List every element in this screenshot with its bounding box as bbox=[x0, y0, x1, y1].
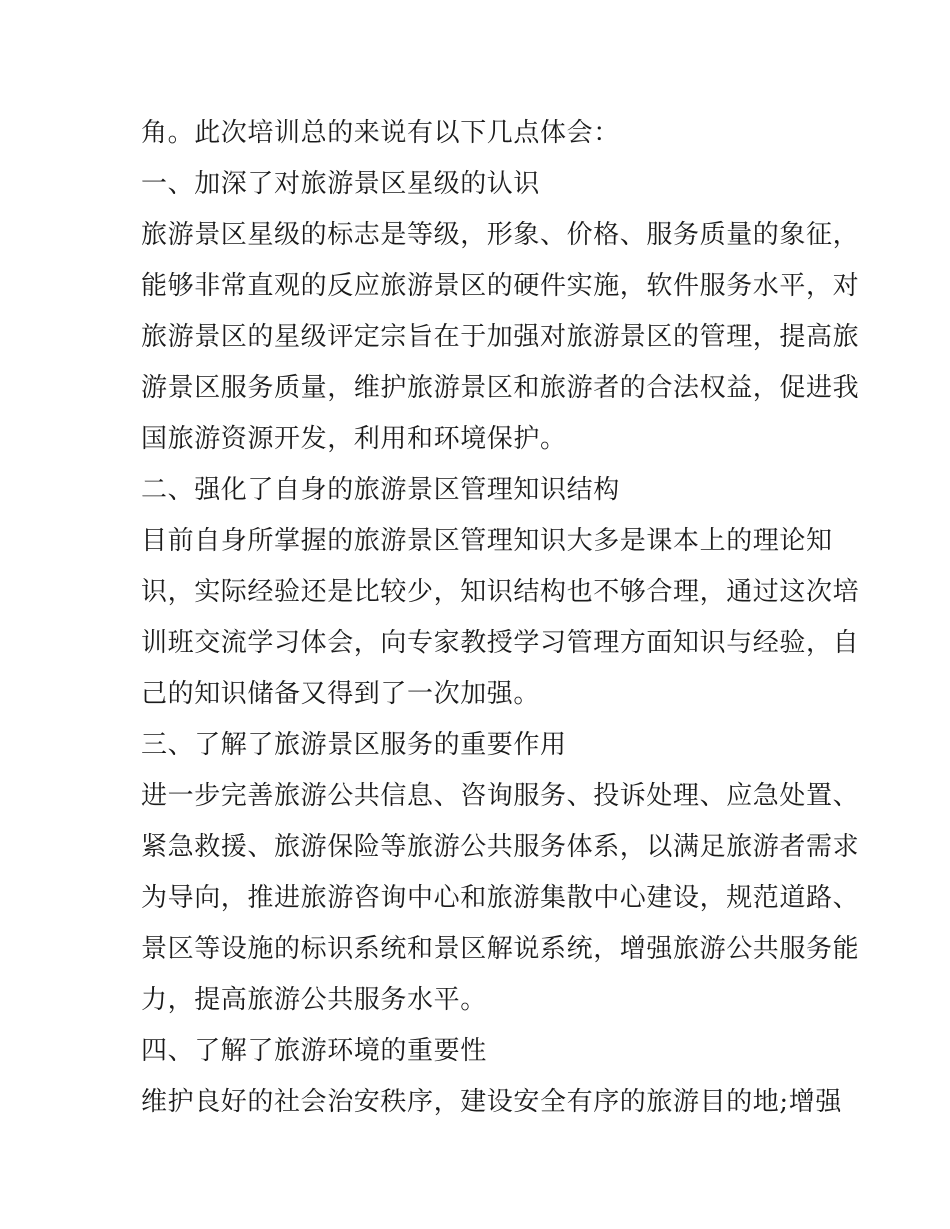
text-line: 己的知识储备又得到了一次加强。 bbox=[141, 679, 541, 709]
text-line: 维护良好的社会治安秩序，建设安全有序的旅游目的地;增强 bbox=[141, 1087, 842, 1117]
text-line: 角。此次培训总的来说有以下几点体会： bbox=[141, 118, 620, 148]
text-line: 紧急救援、旅游保险等旅游公共服务体系，以满足旅游者需求 bbox=[141, 832, 860, 862]
text-line: 景区等设施的标识系统和景区解说系统，增强旅游公共服务能 bbox=[141, 934, 860, 964]
section-heading: 二、强化了自身的旅游景区管理知识结构 bbox=[141, 475, 620, 505]
text-line: 国旅游资源开发，利用和环境保护。 bbox=[141, 424, 567, 454]
text-line: 力，提高旅游公共服务水平。 bbox=[141, 985, 487, 1015]
text-line: 为导向，推进旅游咨询中心和旅游集散中心建设，规范道路、 bbox=[141, 883, 860, 913]
text-line: 能够非常直观的反应旅游景区的硬件实施，软件服务水平，对 bbox=[141, 271, 860, 301]
text-line: 旅游景区的星级评定宗旨在于加强对旅游景区的管理，提高旅 bbox=[141, 322, 860, 352]
text-line: 旅游景区星级的标志是等级，形象、价格、服务质量的象征， bbox=[141, 220, 860, 250]
body-text bbox=[141, 108, 860, 1128]
section-heading: 一、加深了对旅游景区星级的认识 bbox=[141, 169, 541, 199]
section-heading: 四、了解了旅游环境的重要性 bbox=[141, 1036, 487, 1066]
text-line: 进一步完善旅游公共信息、咨询服务、投诉处理、应急处置、 bbox=[141, 781, 860, 811]
text-line: 游景区服务质量，维护旅游景区和旅游者的合法权益，促进我 bbox=[141, 373, 860, 403]
text-line: 识，实际经验还是比较少，知识结构也不够合理，通过这次培 bbox=[141, 577, 860, 607]
section-heading: 三、了解了旅游景区服务的重要作用 bbox=[141, 730, 567, 760]
text-line: 目前自身所掌握的旅游景区管理知识大多是课本上的理论知 bbox=[141, 526, 833, 556]
text-line: 训班交流学习体会，向专家教授学习管理方面知识与经验，自 bbox=[141, 628, 860, 658]
